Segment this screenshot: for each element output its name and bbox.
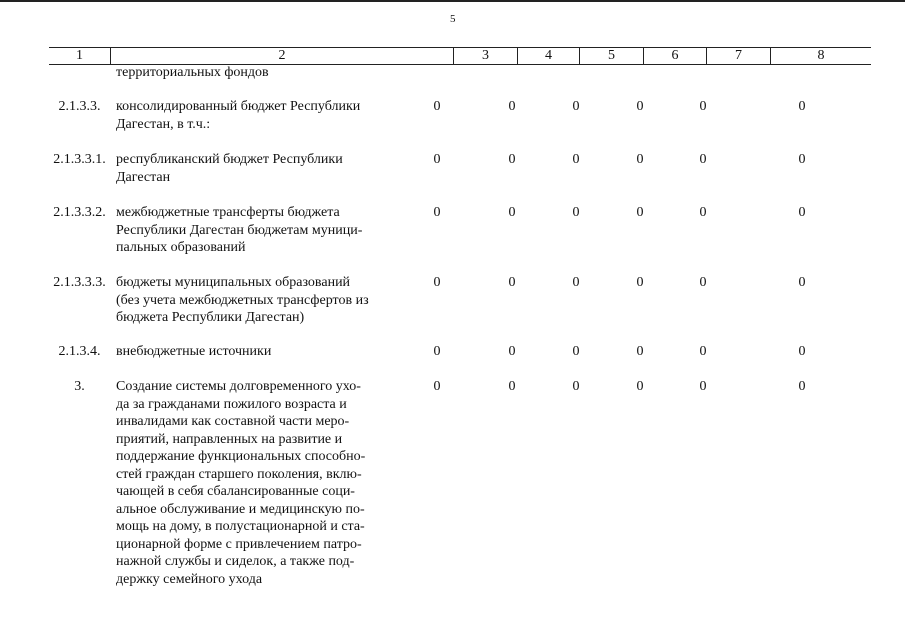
row-value-col8: 0 [798, 344, 806, 359]
row-description: консолидированный бюджет Республики Дагестан, в т.ч.: [116, 99, 361, 132]
row-value-col3: 0 [433, 205, 441, 220]
header-col-4: 4 [517, 48, 579, 64]
row-value-col6: 0 [636, 99, 644, 114]
header-col-2: 2 [110, 48, 453, 64]
row-value-col6: 0 [636, 379, 644, 394]
row-value-col6: 0 [636, 344, 644, 359]
row-number: 3. [74, 379, 85, 394]
row-value-col7: 0 [699, 205, 707, 220]
row-value-col6: 0 [636, 275, 644, 290]
row-value-col7: 0 [699, 379, 707, 394]
row-value-col8: 0 [798, 275, 806, 290]
row-value-col5: 0 [572, 99, 580, 114]
row-value-col4: 0 [508, 99, 516, 114]
row-number: 2.1.3.3.1. [53, 152, 106, 167]
row-value-col8: 0 [798, 152, 806, 167]
row-number: 2.1.3.4. [58, 344, 101, 359]
row-value-col3: 0 [433, 99, 441, 114]
row-value-col5: 0 [572, 152, 580, 167]
row-value-col5: 0 [572, 205, 580, 220]
row-value-col7: 0 [699, 99, 707, 114]
row-value-col7: 0 [699, 152, 707, 167]
header-col-8: 8 [770, 48, 871, 64]
row-value-col8: 0 [798, 99, 806, 114]
row-description: межбюджетные трансферты бюджета Республики Дагестан бюджетам муници- пальных образований [116, 205, 363, 255]
page-number: 5 [450, 13, 456, 25]
row-value-col5: 0 [572, 379, 580, 394]
row-value-col3: 0 [433, 379, 441, 394]
row-value-col7: 0 [699, 344, 707, 359]
header-col-3: 3 [453, 48, 517, 64]
row-value-col3: 0 [433, 275, 441, 290]
row-value-col7: 0 [699, 275, 707, 290]
table-header-row [49, 47, 871, 65]
row-value-col3: 0 [433, 152, 441, 167]
top-border-line [0, 0, 905, 2]
header-col-5: 5 [579, 48, 643, 64]
row-value-col5: 0 [572, 344, 580, 359]
row-description: республиканский бюджет Республики Дагестан [116, 152, 343, 185]
row-value-col8: 0 [798, 379, 806, 394]
row-value-col4: 0 [508, 344, 516, 359]
row-number: 2.1.3.3. [58, 99, 101, 114]
row-description: бюджеты муниципальных образований (без учета межбюджетных трансфертов из бюджета Республики Дагестан) [116, 275, 369, 325]
header-col-1: 1 [76, 48, 83, 63]
row-number: 2.1.3.3.2. [53, 205, 106, 220]
row-value-col4: 0 [508, 275, 516, 290]
row-number: 2.1.3.3.3. [53, 275, 106, 290]
row-value-col4: 0 [508, 379, 516, 394]
header-col-7: 7 [706, 48, 770, 64]
row-value-col3: 0 [433, 344, 441, 359]
row-value-col4: 0 [508, 152, 516, 167]
row-value-col6: 0 [636, 205, 644, 220]
row-value-col5: 0 [572, 275, 580, 290]
row-value-col4: 0 [508, 205, 516, 220]
row-description: Создание системы долговременного ухо- да за гражданами пожилого возраста и инвалидами как составной части меро- приятий, направленных на развитие и поддержание функциональных способно- стей граждан старшего поколения, вклю- чающей в себя сбалансированные соци- альное обслуживание и медицинскую по- мощь на дому, в полустационарной и ста- ционарной форме с привлечением патро- нажной службы и сиделок, а также под- держку семейного ухода [116, 379, 366, 587]
row-value-col6: 0 [636, 152, 644, 167]
row-description: внебюджетные источники [116, 344, 272, 359]
continued-text: территориальных фондов [116, 65, 269, 80]
header-col-6: 6 [643, 48, 706, 64]
row-value-col8: 0 [798, 205, 806, 220]
